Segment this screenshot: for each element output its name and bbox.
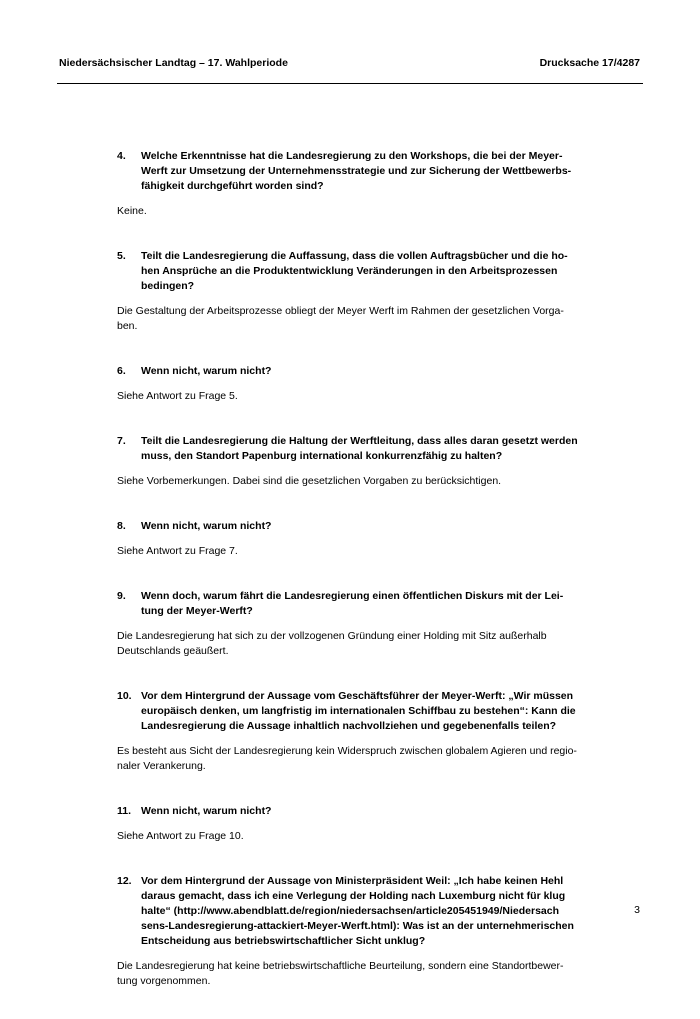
question-block bbox=[117, 874, 584, 989]
answer-text bbox=[117, 474, 584, 489]
question bbox=[117, 689, 584, 734]
answer-text bbox=[117, 744, 584, 774]
question-number: 6. bbox=[117, 365, 126, 377]
question-text bbox=[141, 804, 584, 819]
header-title: Niedersächsischer Landtag – 17. Wahlperiode bbox=[59, 57, 288, 69]
question-text bbox=[141, 434, 584, 464]
answer-line: Die Landesregierung hat sich zu der vollzogenen Gründung einer Holding mit Sitz außerhalb bbox=[117, 630, 547, 642]
question-text bbox=[141, 589, 584, 619]
question-line: Wenn nicht, warum nicht? bbox=[141, 520, 272, 532]
question bbox=[117, 434, 584, 464]
question-number: 11. bbox=[117, 805, 132, 817]
question-text bbox=[141, 364, 584, 379]
question-line: Wenn doch, warum fährt die Landesregierung einen öffentlichen Diskurs mit der Lei- bbox=[141, 590, 564, 602]
question bbox=[117, 519, 584, 534]
answer-line: tung vorgenommen. bbox=[117, 975, 211, 987]
answer-text bbox=[117, 959, 584, 989]
question-block bbox=[117, 364, 584, 404]
question-block bbox=[117, 519, 584, 559]
answer-text bbox=[117, 304, 584, 334]
question-block bbox=[117, 589, 584, 659]
answer-text bbox=[117, 389, 584, 404]
question-line: Entscheidung aus betriebswirtschaftlicher Sicht unklug? bbox=[141, 935, 426, 947]
answer-line: Siehe Vorbemerkungen. Dabei sind die gesetzlichen Vorgaben zu berücksichtigen. bbox=[117, 475, 502, 487]
question-line: Landesregierung die Aussage inhaltlich nachvollziehen und gegebenenfalls teilen? bbox=[141, 720, 557, 732]
question-text bbox=[141, 249, 584, 294]
question-line: Teilt die Landesregierung die Haltung der Werftleitung, dass alles daran gesetzt werden bbox=[141, 435, 578, 447]
answer-text bbox=[117, 204, 584, 219]
question-line: Vor dem Hintergrund der Aussage von Ministerpräsident Weil: „Ich habe keinen Hehl bbox=[141, 875, 564, 887]
document-number: Drucksache 17/4287 bbox=[539, 57, 640, 69]
answer-text bbox=[117, 629, 584, 659]
question bbox=[117, 874, 584, 949]
question-line: muss, den Standort Papenburg international konkurrenzfähig zu halten? bbox=[141, 450, 503, 462]
answer-line: ben. bbox=[117, 320, 138, 332]
question bbox=[117, 249, 584, 294]
answer-line: Siehe Antwort zu Frage 5. bbox=[117, 390, 238, 402]
question-number: 7. bbox=[117, 435, 126, 447]
answer-line: Die Gestaltung der Arbeitsprozesse obliegt der Meyer Werft im Rahmen der gesetzlichen Vorga- bbox=[117, 305, 564, 317]
answer-line: Es besteht aus Sicht der Landesregierung kein Widerspruch zwischen globalem Agieren und regio- bbox=[117, 745, 577, 757]
question-line: Teilt die Landesregierung die Auffassung, dass die vollen Auftragsbücher und die ho- bbox=[141, 250, 568, 262]
answer-line: Keine. bbox=[117, 205, 147, 217]
question-block bbox=[117, 689, 584, 774]
question-line: europäisch denken, um langfristig im internationalen Schiffbau zu bestehen“: Kann die bbox=[141, 705, 576, 717]
question-number: 8. bbox=[117, 520, 126, 532]
question-line: Wenn nicht, warum nicht? bbox=[141, 365, 272, 377]
question-block bbox=[117, 249, 584, 334]
answer-line: Deutschlands geäußert. bbox=[117, 645, 229, 657]
header-divider bbox=[57, 83, 643, 84]
page-number: 3 bbox=[634, 904, 640, 916]
question-number: 4. bbox=[117, 150, 126, 162]
question-text bbox=[141, 519, 584, 534]
question-line: halte“ (http://www.abendblatt.de/region/niedersachsen/article205451949/Niedersach bbox=[141, 905, 560, 917]
question-line: Wenn nicht, warum nicht? bbox=[141, 805, 272, 817]
question-line: tung der Meyer-Werft? bbox=[141, 605, 253, 617]
question-block bbox=[117, 434, 584, 489]
qa-list bbox=[117, 149, 584, 1019]
question-text bbox=[141, 689, 584, 734]
question-line: Werft zur Umsetzung der Unternehmensstrategie und zur Sicherung der Wettbewerbs- bbox=[141, 165, 572, 177]
question-line: Vor dem Hintergrund der Aussage vom Geschäftsführer der Meyer-Werft: „Wir müssen bbox=[141, 690, 574, 702]
question-text bbox=[141, 149, 584, 194]
answer-line: Siehe Antwort zu Frage 10. bbox=[117, 830, 244, 842]
question-block bbox=[117, 804, 584, 844]
question bbox=[117, 364, 584, 379]
answer-line: naler Verankerung. bbox=[117, 760, 206, 772]
question-line: hen Ansprüche an die Produktentwicklung Veränderungen in den Arbeitsprozessen bbox=[141, 265, 558, 277]
question-number: 5. bbox=[117, 250, 126, 262]
question bbox=[117, 804, 584, 819]
question-text bbox=[141, 874, 584, 949]
answer-text bbox=[117, 544, 584, 559]
question-number: 12. bbox=[117, 875, 132, 887]
question-line: sens-Landesregierung-attackiert-Meyer-Werft.html): Was ist an der unternehmerischen bbox=[141, 920, 574, 932]
question bbox=[117, 589, 584, 619]
answer-text bbox=[117, 829, 584, 844]
question-line: daraus gemacht, dass ich eine Verlegung der Holding nach Luxemburg nicht für klug bbox=[141, 890, 566, 902]
question-number: 9. bbox=[117, 590, 126, 602]
question-line: fähigkeit durchgeführt worden sind? bbox=[141, 180, 324, 192]
question-line: bedingen? bbox=[141, 280, 195, 292]
question bbox=[117, 149, 584, 194]
answer-line: Siehe Antwort zu Frage 7. bbox=[117, 545, 238, 557]
answer-line: Die Landesregierung hat keine betriebswirtschaftliche Beurteilung, sondern eine Standortbewer- bbox=[117, 960, 564, 972]
question-number: 10. bbox=[117, 690, 132, 702]
question-block bbox=[117, 149, 584, 219]
question-line: Welche Erkenntnisse hat die Landesregierung zu den Workshops, die bei der Meyer- bbox=[141, 150, 563, 162]
